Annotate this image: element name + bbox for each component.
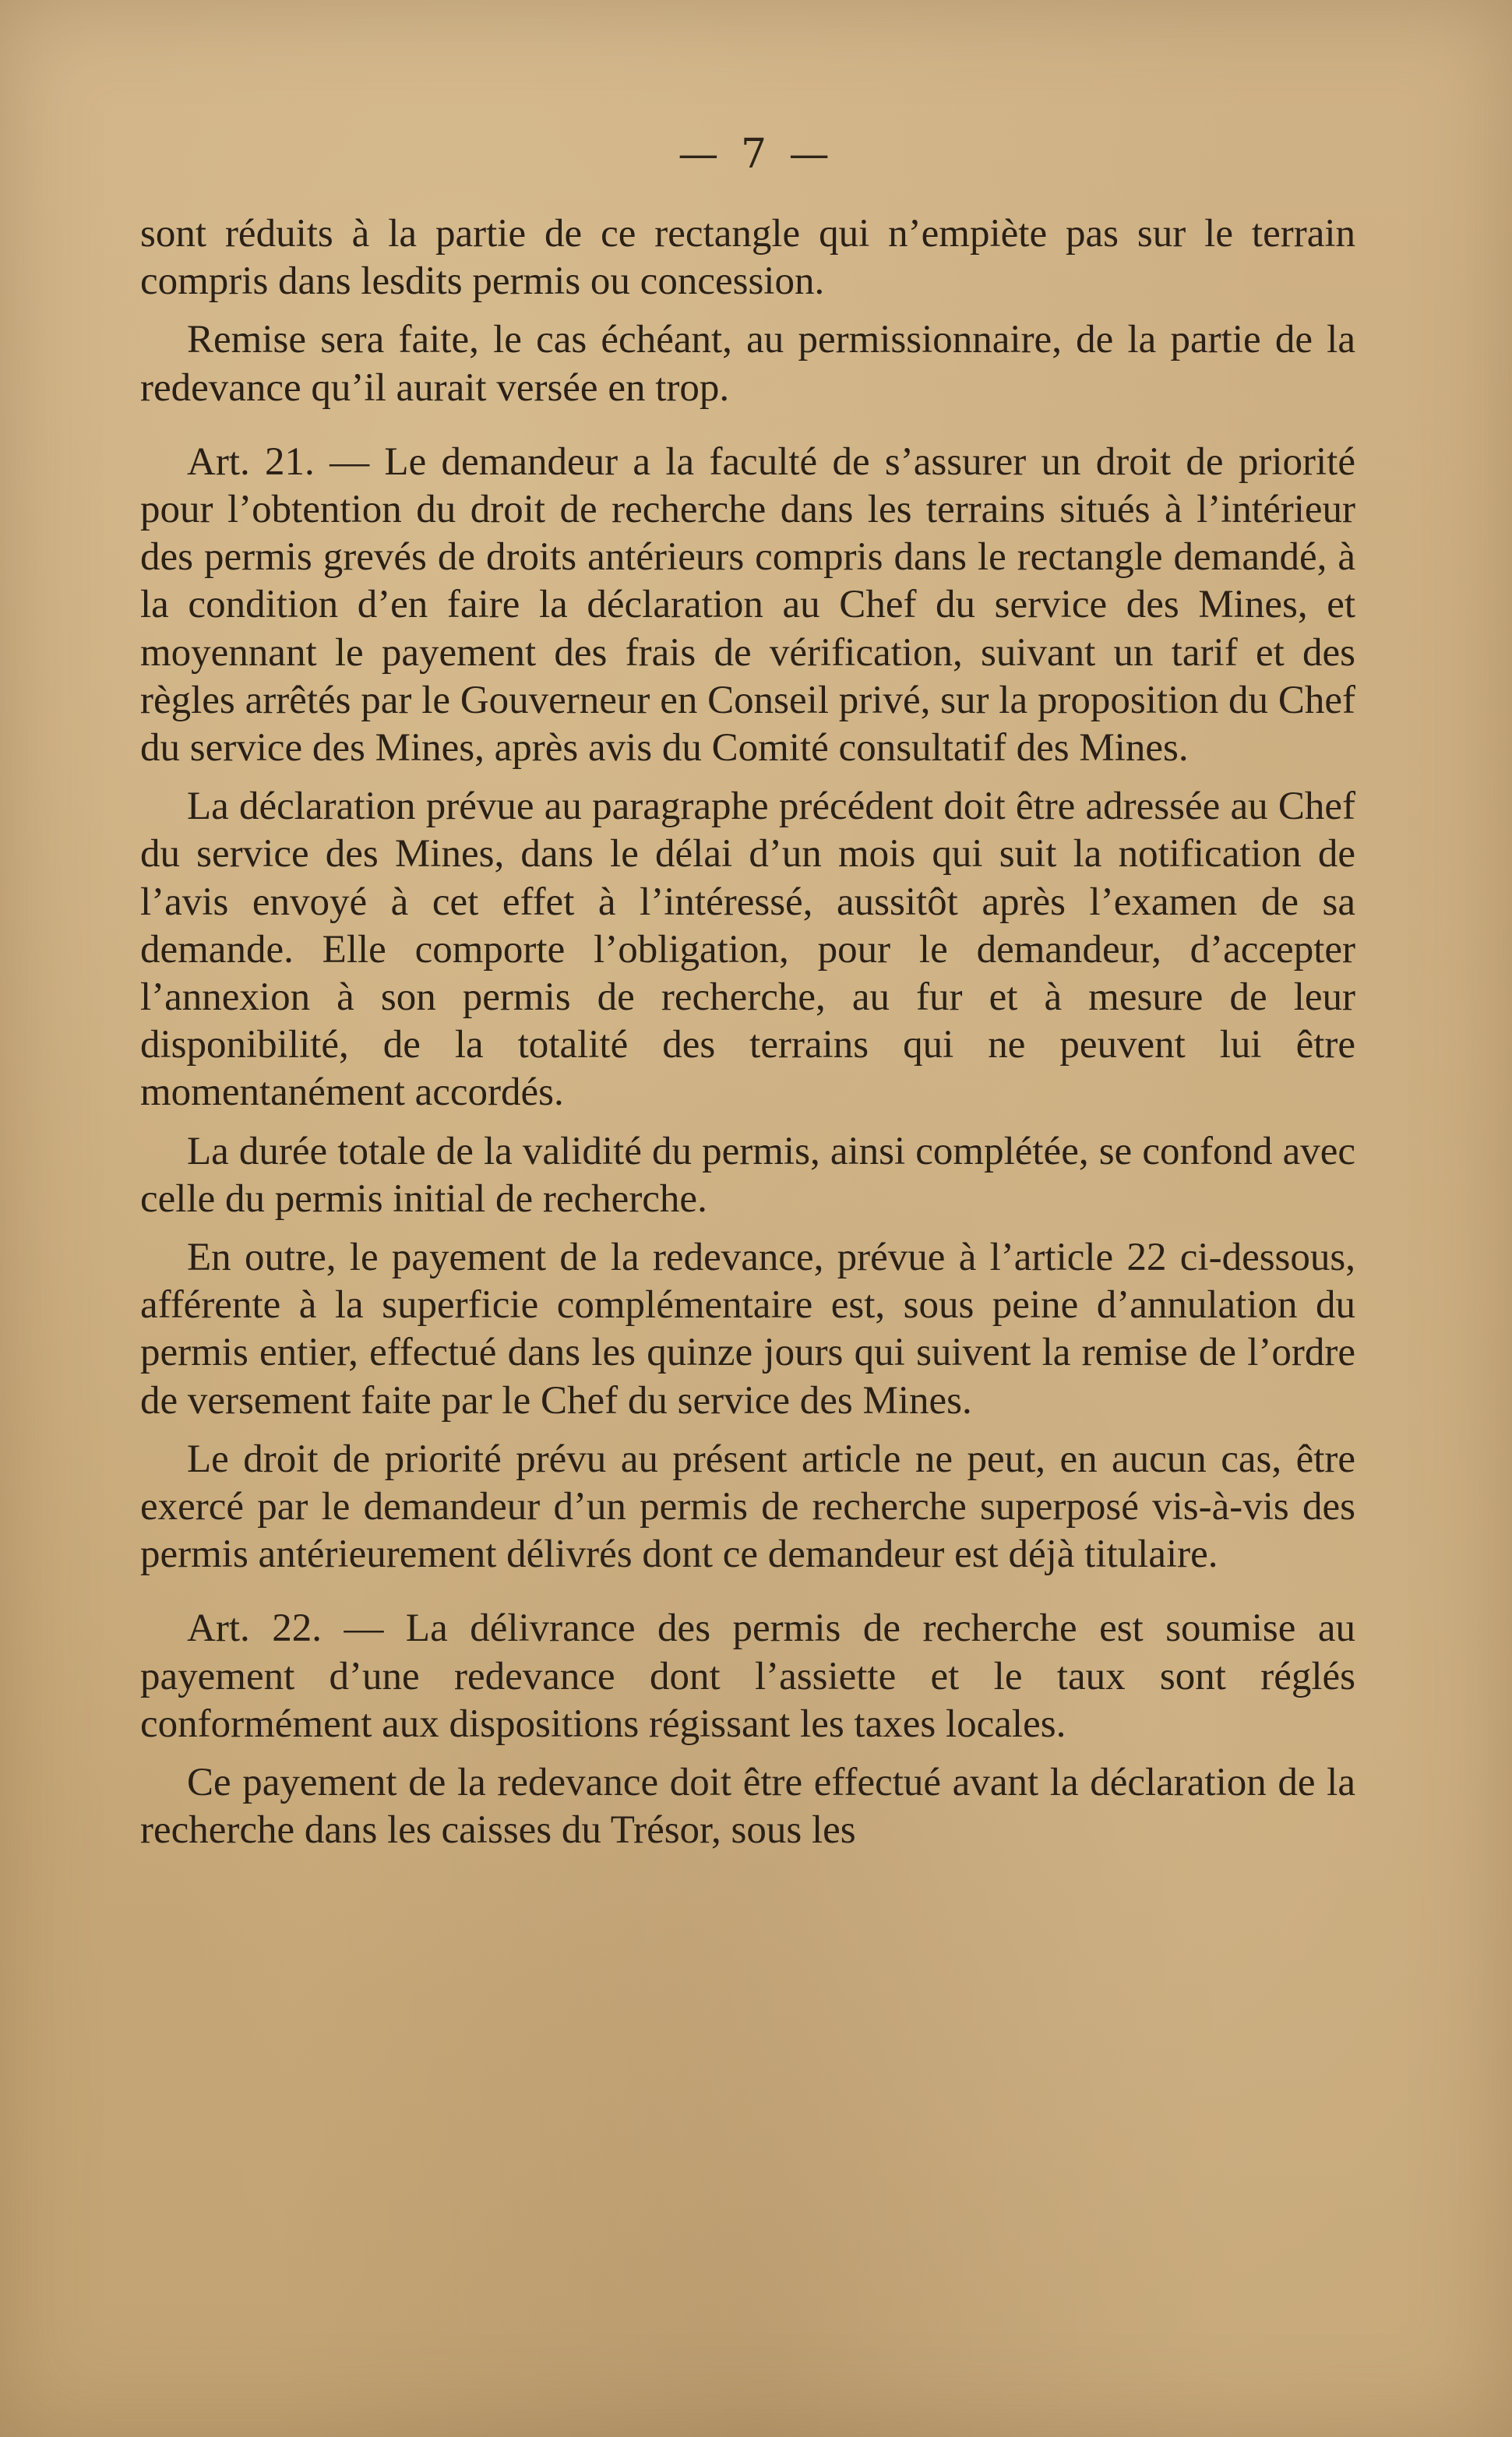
paragraph-continuation: sont réduits à la partie de ce rectangle qui n’empiète pas sur le terrain compris dans lesdits permis ou concession. — [140, 212, 1355, 304]
paragraph-droit-priorite: Le droit de priorité prévu au présent article ne peut, en aucun cas, être exercé par le demandeur d’un permis de recherche superposé vis-à-vis des permis antérieurement délivrés dont ce demandeur est déjà titulaire. — [140, 1437, 1355, 1577]
paragraph-remise: Remise sera faite, le cas échéant, au permissionnaire, de la partie de la redevance qu’il aurait versée en trop. — [140, 318, 1355, 410]
page-number: — 7 — — [678, 131, 834, 178]
paragraph-article-22: Art. 22. — La délivrance des permis de recherche est soumise au payement d’une redevance dont l’assiette et le taux sont réglés conformément aux dispositions régissant les taxes locales. — [140, 1606, 1355, 1746]
paragraph-declaration: La déclaration prévue au paragraphe précédent doit être adressée au Chef du service des Mines, dans le délai d’un mois qui suit la notification de l’avis envoyé à cet effet à l’intéressé, aussitôt après l’examen de sa demande. Elle comporte l’obligation, pour le demandeur, d’accepter l’annexion à son permis de recherche, au fur et à mesure de leur disponibilité, de la totalité des terrains qui ne peuvent lui être momentanément accordés. — [140, 785, 1355, 1115]
paragraph-duree: La durée totale de la validité du permis, ainsi complétée, se confond avec celle du permis initial de recherche. — [140, 1129, 1355, 1221]
paragraph-ce-payement: Ce payement de la redevance doit être effectué avant la déclaration de la recherche dans les caisses du Trésor, sous les — [140, 1761, 1355, 1853]
paragraph-payement: En outre, le payement de la redevance, prévue à l’article 22 ci-dessous, afférente à la superficie complémentaire est, sous peine d’annulation du permis entier, effectué dans les quinze jours qui suivent la remise de l’ordre de versement faite par le Chef du service des Mines. — [140, 1236, 1355, 1423]
body-text — [140, 210, 1355, 1855]
paragraph-article-21: Art. 21. — Le demandeur a la faculté de s’assurer un droit de priorité pour l’obtention du droit de recherche dans les terrains situés à l’intérieur des permis grevés de droits antérieurs compris dans le rectangle demandé, à la condition d’en faire la déclaration au Chef du service des Mines, et moyennant le payement des frais de vérification, suivant un tarif et des règles arrêtés par le Gouverneur en Conseil privé, sur la proposition du Chef du service des Mines, après avis du Comité consultatif des Mines. — [140, 439, 1355, 771]
